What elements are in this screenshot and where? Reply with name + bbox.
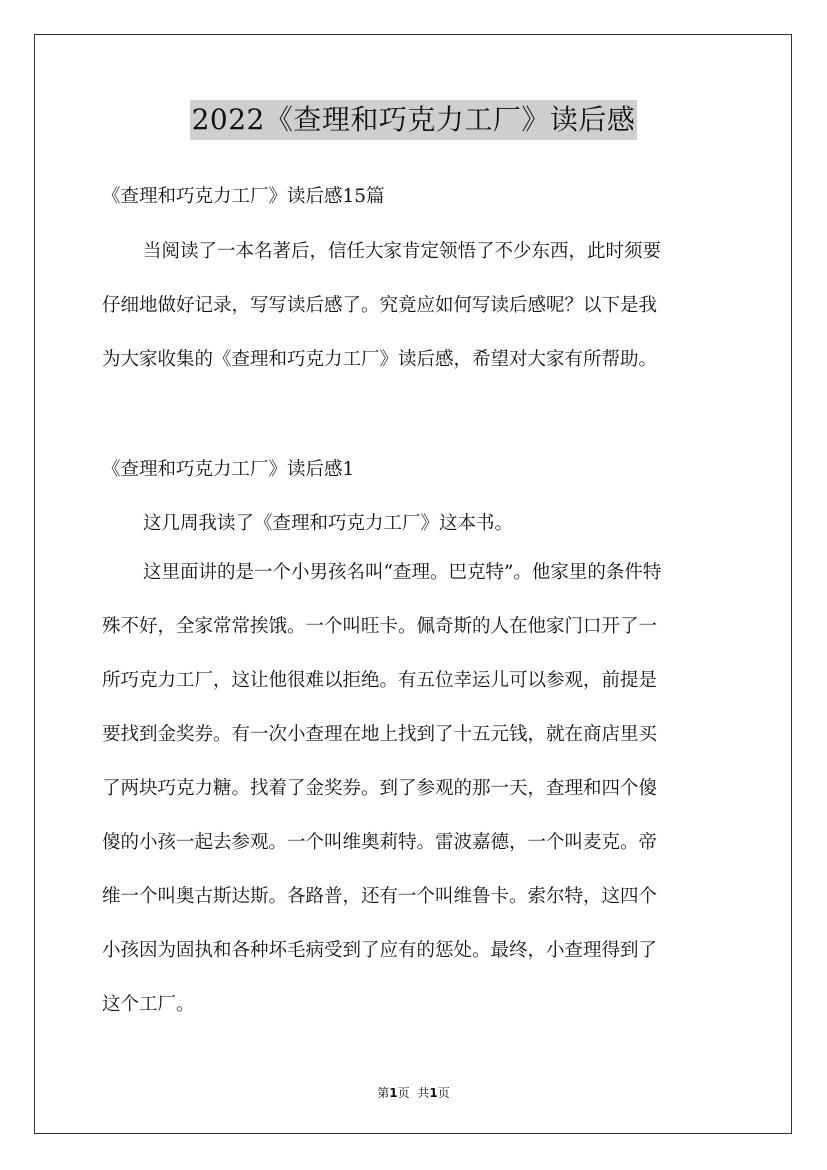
body-line: 了两块巧克力糖。找着了金奖券。到了参观的那一天，查理和四个傻 bbox=[102, 778, 658, 799]
document-subtitle: 《查理和巧克力工厂》读后感15篇 bbox=[102, 186, 385, 207]
intro-line-1: 当阅读了一本名著后，信任大家肯定领悟了不少东西，此时须要 bbox=[143, 241, 662, 262]
body-line: 要找到金奖券。有一次小查理在地上找到了十五元钱，就在商店里买 bbox=[102, 724, 658, 745]
footer-page-suffix: 页 bbox=[397, 1086, 410, 1100]
document-title-container bbox=[0, 100, 827, 140]
section-first-paragraph: 这几周我读了《查理和巧克力工厂》这本书。 bbox=[143, 513, 514, 534]
document-title: 2022《查理和巧克力工厂》读后感 bbox=[190, 100, 638, 140]
body-line: 小孩因为固执和各种坏毛病受到了应有的惩处。最终，小查理得到了 bbox=[102, 940, 658, 961]
footer-page-number: 1 bbox=[389, 1086, 398, 1100]
footer-page-prefix: 第 bbox=[377, 1086, 390, 1100]
section-body-paragraph bbox=[102, 546, 727, 1032]
body-line: 维一个叫奥古斯达斯。各路普，还有一个叫维鲁卡。索尔特，这四个 bbox=[102, 886, 658, 907]
footer-total-prefix: 共 bbox=[417, 1086, 430, 1100]
body-line: 殊不好，全家常常挨饿。一个叫旺卡。佩奇斯的人在他家门口开了一 bbox=[102, 616, 658, 637]
page-footer bbox=[0, 1084, 827, 1101]
body-line: 这个工厂。 bbox=[102, 994, 195, 1015]
body-line: 所巧克力工厂，这让他很难以拒绝。有五位幸运儿可以参观，前提是 bbox=[102, 670, 658, 691]
footer-total-number: 1 bbox=[429, 1086, 438, 1100]
section-heading: 《查理和巧克力工厂》读后感1 bbox=[102, 459, 355, 480]
footer-total-suffix: 页 bbox=[437, 1086, 450, 1100]
body-line: 傻的小孩一起去参观。一个叫维奥莉特。雷波嘉德，一个叫麦克。帝 bbox=[102, 832, 658, 853]
intro-line-2: 仔细地做好记录，写写读后感了。究竟应如何写读后感呢？以下是我 bbox=[102, 295, 658, 316]
intro-line-3: 为大家收集的《查理和巧克力工厂》读后感，希望对大家有所帮助。 bbox=[102, 349, 658, 370]
body-line: 这里面讲的是一个小男孩名叫“查理。巴克特”。他家里的条件特 bbox=[143, 562, 662, 583]
